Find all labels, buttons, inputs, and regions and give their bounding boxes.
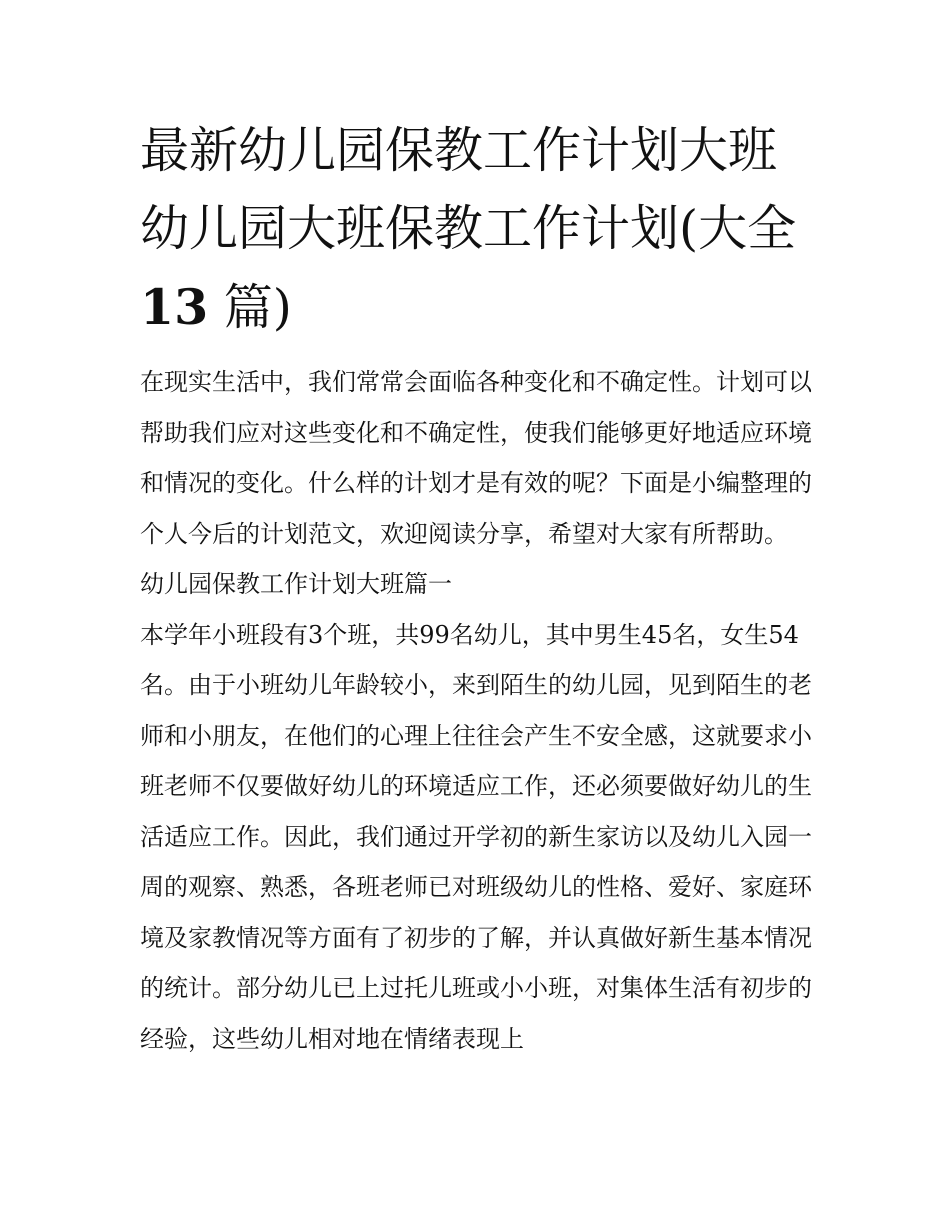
title-number: 13 [140,278,209,336]
body-paragraph: 本学年小班段有3个班，共99名幼儿，其中男生45名，女生54名。由于小班幼儿年龄较小，来到陌生的幼儿园，见到陌生的老师和小朋友，在他们的心理上往往会产生不安全感，这就要求小班老师不仅要做好幼儿的环境适应工作，还必须要做好幼儿的生活适应工作。因此，我们通过开学初的新生家访以及幼儿入园一周的观察、熟悉，各班老师已对班级幼儿的性格、爱好、家庭环境及家教情况等方面有了初步的了解，并认真做好新生基本情况的统计。部分幼儿已上过托儿班或小小班，对集体生活有初步的经验，这些幼儿相对地在情绪表现上 [140,620,812,1053]
document-title [140,112,812,347]
document-page [140,112,812,1064]
section-heading: 幼儿园保教工作计划大班篇一 [140,570,452,598]
title-text-before-number: 最新幼儿园保教工作计划大班幼儿园大班保教工作计划(大全 [140,122,797,257]
title-text-after-number: 篇) [223,279,292,336]
intro-paragraph: 在现实生活中，我们常常会面临各种变化和不确定性。计划可以帮助我们应对这些变化和不确定性，使我们能够更好地适应环境和情况的变化。什么样的计划才是有效的呢？下面是小编整理的个人今后的计划范文，欢迎阅读分享，希望对大家有所帮助。 [140,368,812,548]
